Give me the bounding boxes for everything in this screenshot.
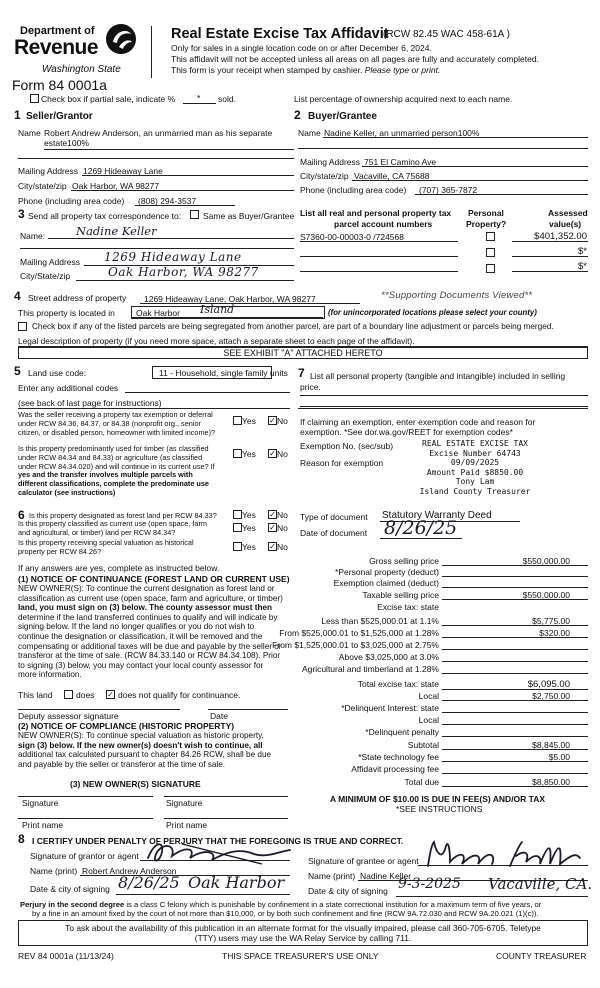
tax-line-tier1 [442, 625, 588, 626]
grantee-city[interactable]: Vacaville, CA. [488, 875, 593, 893]
dept-line3: Washington State [42, 64, 121, 75]
assessed-header-b: value(s) [549, 219, 582, 229]
notice2-line-2: sign (3) below. If the new owner(s) doesn't wish to continue, all [18, 740, 263, 750]
tax-value-gross[interactable]: $550,000.00 [522, 556, 570, 566]
tax-value-tier2[interactable]: $320.00 [539, 628, 570, 638]
q6c-no-checkbox[interactable]: ✓ [269, 542, 276, 551]
same-as-buyer-label: Same as Buyer/Grantee [203, 211, 295, 221]
q2-bold-3: calculator (see instructions) [18, 487, 116, 497]
seller-name-l2: estate100% [44, 138, 89, 148]
q6c-line-2: property per RCW 84.26? [18, 546, 102, 556]
tax-line-delinq-state [442, 712, 588, 713]
perjury-line-1 [20, 900, 541, 909]
q6b-line-1: Is this property classified as current use (open space, farm [18, 519, 207, 528]
seller-name-line [44, 149, 294, 150]
grantee-sig-label: Signature of grantee or agent [308, 856, 419, 866]
q6a-yes-label: Yes [242, 510, 256, 520]
q6a-no-checkbox[interactable]: ✓ [269, 510, 276, 519]
accessibility-line-b: (TTY) users may use the WA Relay Service by calling 711. [194, 933, 412, 943]
question-6b [18, 520, 207, 538]
street-address[interactable]: 1269 Hideaway Lane, Oak Harbor, WA 98277 [144, 294, 316, 304]
seller-city[interactable]: Oak Harbor, WA 98277 [72, 181, 160, 191]
corr-city-label: City/State/zip [20, 271, 71, 281]
q6b-no-label: No [277, 523, 288, 533]
header-line3 [171, 65, 440, 75]
street-num: 4 [14, 289, 21, 303]
q2-no-label: No [277, 449, 288, 459]
q1-line-1: Was the seller receiving a property tax exemption or deferral [18, 410, 213, 419]
buyer-name-line2 [298, 148, 588, 149]
q2-yes-checkbox[interactable] [233, 449, 242, 458]
land-use-num: 5 [14, 364, 21, 378]
certify-num: 8 [18, 832, 25, 846]
seller-phone[interactable]: (808) 294-3537 [138, 196, 197, 206]
corr-city-line [76, 280, 294, 281]
grantor-date-label: Date & city of signing [30, 884, 110, 894]
tax-label-total-due: Total due [404, 777, 439, 787]
exemption-intro-b: exemption. *See dor.wa.gov/REET for exemption codes* [300, 427, 513, 437]
exemption-no-label: Exemption No. (sec/sub) [300, 441, 394, 451]
dept-line1: Department of [20, 25, 95, 37]
buyer-phone[interactable]: (707) 365-7872 [419, 185, 478, 195]
q1-line-3: citizen, or disabled person, homeowner with limited income)? [18, 427, 216, 437]
tax-value-tech-fee[interactable]: $5.00 [548, 752, 570, 762]
notice2-line-1: NEW OWNER(S): To continue special valuation as historic property, [18, 731, 264, 740]
s7-text-b: price. [300, 382, 321, 392]
seller-mailing[interactable]: 1269 Hideaway Lane [83, 166, 163, 176]
tax-line-tier3 [442, 649, 588, 650]
q6b-yes-checkbox[interactable] [233, 523, 242, 532]
header-line1: Only for sales in a single location code on or after December 6, 2024. [171, 43, 432, 53]
tax-line-gross [442, 565, 588, 566]
notice1-line-10: more information. [18, 670, 82, 680]
new-owner-print-label-1: Print name [22, 820, 64, 830]
street-line [140, 303, 360, 304]
partial-sale-sold: sold. [218, 94, 236, 104]
notice1-line-4: determine if the land transferred continues to qualify and will indicate by [18, 612, 278, 622]
tax-line-penalty [442, 736, 588, 737]
notice1-line-3: land, you must sign on (3) below. The county assessor must then [18, 603, 272, 613]
seller-mailing-line [82, 175, 294, 176]
supporting-docs-stamp: **Supporting Documents Viewed** [381, 290, 533, 301]
buyer-name-line [323, 137, 588, 138]
s7-line-1 [300, 395, 588, 396]
tax-label-tier1: Less than $525,000.01 at 1.1% [321, 616, 439, 626]
tax-label-total-state: Total excise tax: state [357, 679, 439, 689]
notice2-body [18, 731, 271, 769]
same-as-buyer-checkbox[interactable] [190, 210, 199, 219]
personal-property-checkbox-3[interactable] [486, 264, 495, 273]
tax-label-delinq-local: Local [418, 715, 439, 725]
perjury-text: is a class C felony which is punishable by confinement in a state correctional institution for a maximum term of five years, or [124, 900, 542, 909]
tax-label-tech-fee: *State technology fee [358, 752, 439, 762]
tax-value-total-state[interactable]: $6,095.00 [527, 679, 570, 690]
segregate-label: Check box if any of the listed parcels are being segregated from another parcel, are part of a boundary line adjustment or parcels being merged. [32, 322, 554, 331]
perjury-line-2: by a fine in an amount fixed by the court of not more than $10,000, or by both such confinement and fine (RCW 9A.72.030 and RCW 9A.20.021 (1)(c)). [32, 909, 539, 919]
header-line2: This affidavit will not be accepted unless all areas on all pages are fully and accurately completed. [171, 54, 539, 64]
deputy-date-line [208, 709, 288, 710]
tax-line-local [442, 700, 588, 701]
new-owner-sig-label-1: Signature [22, 798, 59, 808]
buyer-phone-label: Phone (including area code) [300, 185, 407, 195]
street-label: Street address of property [28, 293, 127, 303]
q6b-yes-label: Yes [242, 523, 256, 533]
personal-header-a: Personal [468, 208, 504, 218]
corr-blank-line [20, 248, 294, 249]
notice2-line-3: additional tax calculated pursuant to chapter 84.26 RCW, shall be due [18, 750, 272, 760]
doc-date-value[interactable]: 8/26/25 [384, 517, 458, 539]
tax-line-processing [442, 773, 588, 774]
buyer-mailing-label: Mailing Address [300, 157, 361, 167]
minimum-due-note: A MINIMUM OF $10.00 IS DUE IN FEE(S) AND/OR TAX [330, 794, 546, 804]
seller-phone-line [135, 205, 235, 206]
q2-no-checkbox[interactable]: ✓ [269, 449, 276, 458]
tax-label-personal: *Personal property (deduct) [335, 567, 439, 577]
stamp-line-1: REAL ESTATE EXCISE TAX [422, 439, 528, 448]
new-owner-sig-title: (3) NEW OWNER(S) SIGNATURE [70, 779, 201, 789]
treasurer-use-only: THIS SPACE TREASURER'S USE ONLY [222, 951, 379, 961]
county-treasurer: COUNTY TREASURER [496, 951, 587, 961]
grantee-date-label: Date & city of signing [308, 886, 388, 896]
tax-line-tech-fee [442, 761, 588, 762]
doc-date-label: Date of document [300, 528, 368, 538]
q6c-yes-checkbox[interactable] [233, 542, 242, 551]
q6b-no-checkbox[interactable]: ✓ [269, 523, 276, 532]
perjury-bold: Perjury in the second degree [20, 900, 125, 909]
assessed-line-1 [512, 241, 588, 242]
parcels-header-a: List all real and personal property tax [300, 208, 452, 218]
tax-line-subtotal [442, 749, 588, 750]
tax-value-taxable[interactable]: $550,000.00 [522, 590, 570, 600]
seller-heading: Seller/Grantor [26, 111, 93, 122]
assessed-line-2 [512, 256, 588, 257]
tax-label-gross: Gross selling price [369, 556, 439, 566]
tax-label-tier2: From $525,000.01 to $1,525,000 at 1.28% [279, 628, 439, 638]
dor-logo [10, 22, 145, 77]
q6c-line-1: Is this property receiving special valuation as historical [18, 538, 194, 547]
q6a-no-label: No [277, 510, 288, 520]
q2-line-1: Is this property predominantly used for timber (as classified [18, 444, 209, 453]
deputy-date-label: Date [210, 711, 228, 721]
tax-line-personal [442, 576, 588, 577]
deputy-label: Deputy assessor signature [18, 711, 119, 721]
notice1-line-6: continue the designation or classification, it will be removed and the [18, 631, 263, 641]
parcel-line-2 [300, 256, 458, 257]
tax-value-tier1[interactable]: $5,775.00 [532, 616, 570, 626]
corr-mailing-label: Mailing Address [20, 257, 81, 267]
question-6c [18, 539, 194, 557]
q2-line-2: under RCW 84.34 and 84.33) or agriculture (as classified [18, 452, 203, 462]
notice1-line-1: NEW OWNER(S): To continue the current designation as forest land or [18, 584, 275, 593]
buyer-mailing-line [362, 166, 588, 167]
doc-type-value[interactable]: Statutory Warranty Deed [382, 510, 492, 521]
accessibility-line-a: To ask about the availability of this publication in an alternate format for the visually impaired, please call 360-705-6705. Teletype [65, 923, 541, 933]
personal-header-b: Property? [466, 219, 507, 229]
located-value: Oak Harbor [136, 308, 180, 318]
this-land-label: This land [18, 690, 53, 700]
new-owner-print-label-2: Print name [166, 820, 208, 830]
grantee-name-label: Name (print) [308, 871, 356, 881]
corr-mailing[interactable]: 1269 Hideaway Lane [104, 250, 242, 264]
grantee-signature-icon [420, 838, 585, 872]
seller-phone-label: Phone (including area code) [18, 196, 125, 206]
partial-sale-line [183, 103, 216, 104]
doc-date-line [380, 538, 462, 539]
ownership-note: List percentage of ownership acquired next to each name. [294, 94, 513, 104]
rev-number: REV 84 0001a (11/13/24) [18, 951, 114, 961]
new-owner-print-line-1 [18, 818, 153, 819]
notice2-title: (2) NOTICE OF COMPLIANCE (HISTORIC PROPERTY) [18, 721, 235, 731]
assessed-value-3[interactable]: $* [578, 261, 587, 272]
form-title: Real Estate Excise Tax Affidavit [171, 26, 389, 42]
excise-paid-stamp [400, 439, 550, 497]
assessed-line-3 [512, 271, 588, 272]
q2-line-3: under RCW 84.34.020) and will continue in its current use? If [18, 461, 215, 471]
stamp-line-4: Amount Paid $8850.00 [426, 467, 524, 477]
header-divider [151, 26, 152, 78]
grantor-city[interactable]: Oak Harbor [188, 873, 285, 892]
new-owner-print-line-2 [164, 818, 288, 819]
partial-sale-checkbox[interactable] [30, 94, 39, 103]
tax-label-agricultural: Agricultural and timberland at 1.28% [301, 664, 439, 674]
seller-num: 1 [14, 108, 21, 122]
tax-label-excise-state: Excise tax: state [377, 602, 439, 612]
tax-line-tier4 [442, 661, 588, 662]
corr-city[interactable]: Oak Harbor, WA 98277 [108, 265, 259, 279]
assessed-header-a: Assessed [548, 208, 588, 218]
grantor-name[interactable]: Robert Andrew Anderson [82, 866, 177, 876]
header-line3-b: Please type or print. [364, 65, 441, 75]
tax-value-local[interactable]: $2,750.00 [532, 691, 570, 701]
buyer-city[interactable]: Vacaville, CA 75688 [354, 171, 430, 181]
grantor-date-line [116, 894, 290, 895]
seller-city-label: City/state/zip [18, 181, 67, 191]
question-1 [18, 411, 215, 437]
correspondence-num: 3 [18, 207, 25, 221]
tax-line-total-due [442, 786, 588, 787]
parcel-line-3 [300, 271, 458, 272]
personal-property-checkbox-1[interactable] [486, 232, 495, 241]
legal-label: Legal description of property (if you need more space, attach a separate sheet to each page of the affidavit). [18, 336, 415, 346]
form-title-ref: (RCW 82.45 WAC 458-61A ) [383, 29, 510, 40]
personal-property-checkbox-2[interactable] [486, 248, 495, 257]
land-does-checkbox[interactable] [64, 690, 73, 699]
tax-label-exemption: Exemption claimed (deduct) [333, 578, 439, 588]
q2-yes-label: Yes [242, 449, 256, 459]
grantor-sig-label: Signature of grantor or agent [30, 851, 139, 861]
s7-line-2 [300, 406, 588, 407]
buyer-name[interactable]: Nadine Keller, an unmarried person100% [324, 128, 480, 138]
grantor-signature-icon [142, 834, 312, 868]
land-use-field[interactable] [152, 366, 288, 379]
assessed-value-2[interactable]: $* [578, 246, 587, 257]
tax-label-delinq-state: *Delinquent Interest: state [341, 703, 439, 713]
buyer-phone-line [415, 194, 588, 195]
exemption-reason-label: Reason for exemption [300, 458, 384, 468]
stamp-line-5: Tony Lam [455, 477, 495, 487]
seller-city-line [71, 190, 294, 191]
q1-yes-label: Yes [242, 416, 256, 426]
land-use-label: Land use code: [28, 368, 87, 378]
partial-sale-label: Check box if partial sale, indicate % [41, 94, 176, 104]
grantor-date[interactable]: 8/26/25 [118, 873, 180, 892]
parcel-number-1[interactable]: S7360-00-00003-0 /724568 [300, 232, 404, 242]
s7-text-a: List all personal property (tangible and intangible) included in selling [310, 371, 566, 381]
buyer-city-label: City/state/zip [300, 171, 349, 181]
stamp-line-2: Excise Number 64743 [429, 448, 521, 458]
seller-name-line2 [18, 158, 294, 159]
seller-name-l1: Robert Andrew Anderson, an unmarried man as his separate [44, 128, 273, 138]
tax-label-tier4: Above $3,025,000 at 3.0% [338, 652, 439, 662]
q1-no-checkbox[interactable]: ✓ [269, 416, 276, 425]
exemption-divider [298, 408, 588, 409]
corr-name[interactable]: Nadine Keller [76, 224, 157, 238]
located-note: (for unincorporated locations please select your county) [328, 308, 537, 317]
tax-line-agricultural [442, 673, 588, 674]
q2-bold-1: yes and the transfer involves multiple parcels with [18, 470, 193, 480]
q1-yes-checkbox[interactable] [233, 416, 242, 425]
exemption-intro-a: If claiming an exemption, enter exemption code and reason for [300, 417, 536, 427]
tax-line-exemption [442, 587, 588, 588]
form-number: Form 84 0001a [12, 77, 107, 93]
land-does-label: does [76, 690, 95, 700]
q6a-label: Is this property designated as forest land per RCW 84.33? [29, 511, 217, 520]
located-underline [131, 317, 323, 318]
if-yes-note: If any answers are yes, complete as instructed below. [18, 563, 220, 573]
stamp-line-3: 09/09/2025 [450, 458, 500, 468]
exhibit-text[interactable]: SEE EXHIBIT "A" ATTACHED HERETO [223, 348, 383, 358]
tax-label-processing: Affidavit processing fee [351, 764, 439, 774]
see-instructions-note: *SEE INSTRUCTIONS [396, 804, 483, 814]
see-back-label: (see back of last page for instructions) [18, 398, 162, 408]
buyer-name-label: Name [298, 128, 321, 138]
partial-sale-value[interactable]: * [197, 93, 201, 103]
grantee-date[interactable]: 9-3-2025 [398, 876, 461, 892]
dor-swirl-icon [105, 22, 137, 56]
certify-text: I CERTIFY UNDER PENALTY OF PERJURY THAT THE FOREGOING IS TRUE AND CORRECT. [32, 836, 404, 846]
new-owner-sig-line-2 [164, 796, 288, 797]
stamp-line-6: Island County Treasurer [419, 486, 531, 496]
land-does-not-checkbox[interactable]: ✓ [107, 690, 114, 699]
tax-label-local: Local [418, 691, 439, 701]
located-hw: Island [200, 303, 235, 316]
q6a-yes-checkbox[interactable] [233, 510, 242, 519]
perjury-notice [20, 900, 541, 918]
tax-label-tier3: From $1,525,000.01 to $3,025,000 at 2.75% [272, 640, 439, 650]
grantor-name-label: Name (print) [30, 866, 78, 876]
tax-label-taxable: Taxable selling price [362, 590, 439, 600]
buyer-num: 2 [294, 108, 301, 122]
notice1-line-7: compensating or additional taxes will be due and payable by the seller or [18, 641, 282, 651]
corr-name-line [48, 238, 294, 239]
notice2-line-4: and payable by the seller or transferor at the time of sale. [18, 759, 226, 769]
notice1-line-2: classification as current use (open space, farm and agriculture, or timber) [18, 593, 283, 603]
dept-line2: Revenue [14, 36, 99, 59]
tax-line-taxable [442, 599, 588, 600]
notice1-title: (1) NOTICE OF CONTINUANCE (FOREST LAND OR CURRENT USE) [18, 574, 290, 584]
parcels-header-b: parcel account numbers [334, 219, 433, 229]
new-owner-sig-label-2: Signature [166, 798, 203, 808]
q6c-yes-label: Yes [242, 542, 256, 552]
corr-name-label: Name: [20, 231, 46, 241]
notice1-body [18, 584, 283, 680]
tax-line-total-state [442, 689, 588, 690]
additional-codes-line [125, 392, 290, 393]
correspondence-label: Send all property tax correspondence to: [28, 211, 182, 221]
q2-bold-2: different classifications, complete the predominate use [18, 479, 209, 488]
doc-type-label: Type of document [300, 512, 368, 522]
assessed-value-1[interactable]: $401,352.00 [534, 231, 587, 242]
tax-label-penalty: *Delinquent penalty [365, 727, 439, 737]
question-2 [18, 445, 215, 498]
located-label: This property is located in [18, 308, 115, 318]
parcel-line-1 [300, 241, 458, 242]
new-owner-sig-line-1 [18, 796, 153, 797]
buyer-city-line [352, 180, 588, 181]
notice1-line-8: transferor at the time of sale. (RCW 84.33.140 or RCW 84.34.108). Prior [18, 651, 281, 661]
q-divider [18, 408, 290, 409]
header-line3-a: This form is your receipt when stamped by cashier. [171, 65, 363, 75]
grantee-date-line [396, 896, 588, 897]
tax-line-tier2 [442, 637, 588, 638]
deputy-line [18, 709, 180, 710]
tax-line-delinq-local [442, 724, 588, 725]
buyer-mailing[interactable]: 751 El Camino Ave [364, 157, 437, 167]
notice1-line-9: to signing (3) below, you may contact your local county assessor for [18, 660, 264, 670]
q6c-no-label: No [277, 542, 288, 552]
seller-mailing-label: Mailing Address [18, 166, 79, 176]
grantee-name[interactable]: Nadine Keller [360, 871, 412, 881]
seller-name-label: Name [18, 128, 41, 138]
tax-value-total-due[interactable]: $8,850.00 [532, 777, 570, 787]
notice1-line-5: signing below. If the land no longer qualifies or you do not wish to [18, 622, 255, 632]
land-does-not-label: does not qualify for continuance. [118, 690, 241, 700]
q1-no-label: No [277, 416, 288, 426]
buyer-heading: Buyer/Grantee [308, 111, 377, 122]
additional-codes-label: Enter any additional codes [18, 383, 119, 393]
s7-num: 7 [298, 366, 305, 380]
q6b-line-2: and agricultural, or timber) land per RCW 84.34? [18, 527, 176, 537]
land-use-value: 11 - Household, single family units [159, 368, 288, 378]
tax-label-subtotal: Subtotal [407, 740, 439, 750]
segregate-checkbox[interactable] [18, 322, 27, 331]
tax-value-subtotal[interactable]: $8,845.00 [532, 740, 570, 750]
q6-num: 6 [18, 508, 25, 522]
q1-line-2: under RCW 84.36, 84.37, or 84.38 (nonprofit org., senior [18, 418, 201, 428]
